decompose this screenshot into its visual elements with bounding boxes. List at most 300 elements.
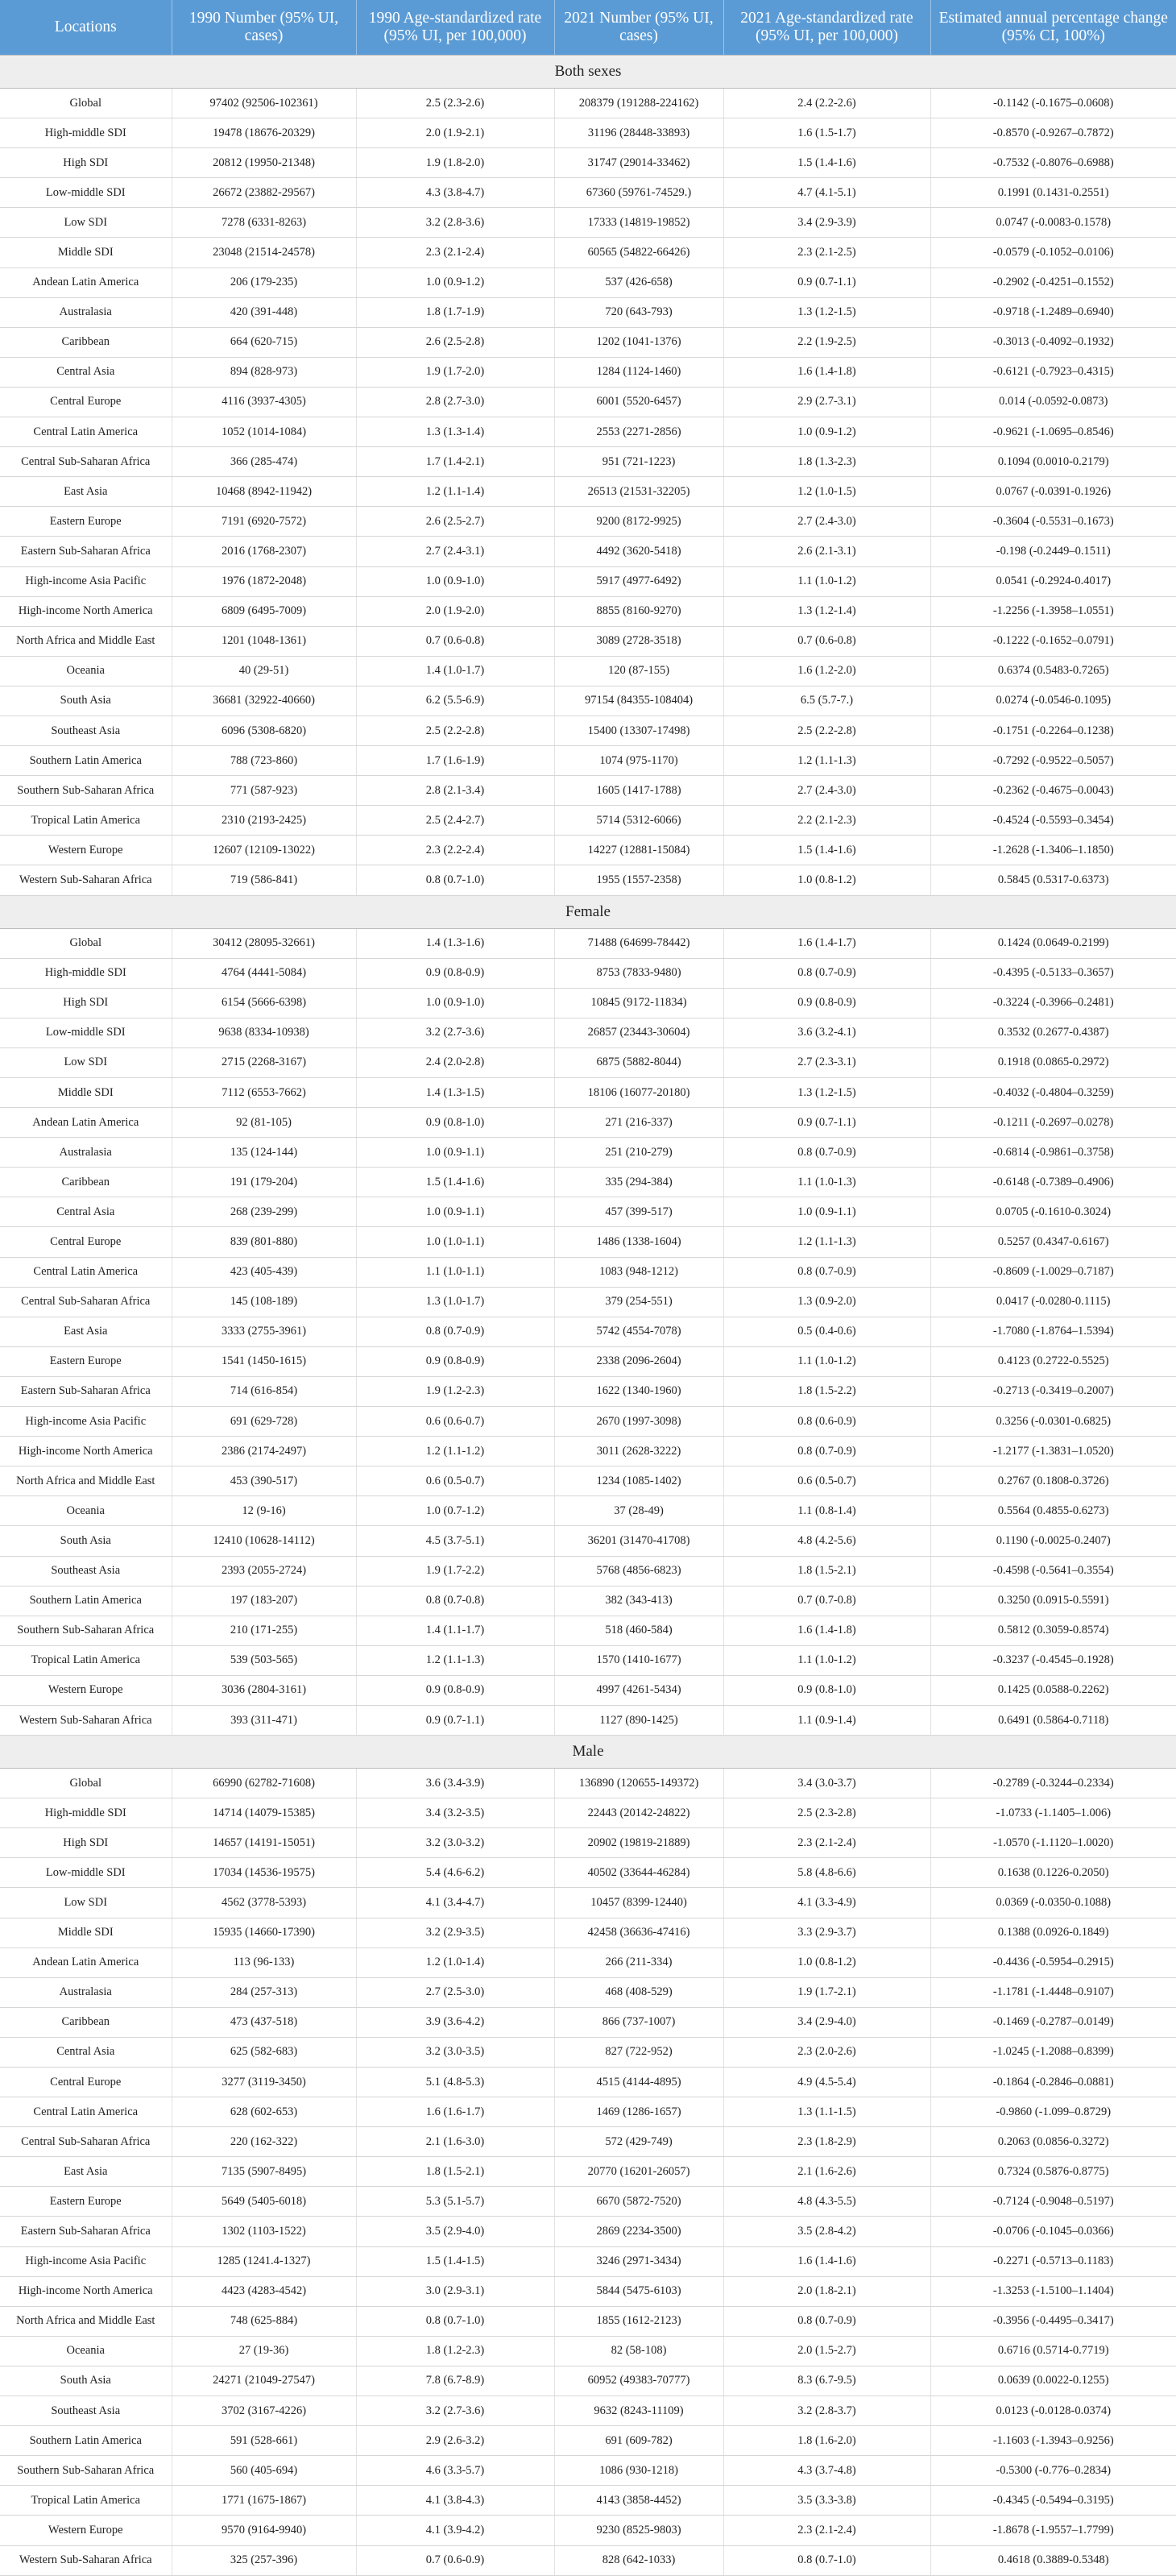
cell-2021-number: 9230 (8525-9803) — [554, 2516, 723, 2545]
cell-2021-rate: 1.1 (1.0-1.3) — [723, 1168, 930, 1197]
cell-location: Tropical Latin America — [0, 2486, 172, 2516]
cell-location: Western Europe — [0, 1675, 172, 1705]
cell-1990-rate: 1.2 (1.0-1.4) — [356, 1948, 554, 1977]
cell-2021-number: 15400 (13307-17498) — [554, 716, 723, 745]
cell-2021-rate: 1.8 (1.3-2.3) — [723, 447, 930, 477]
cell-2021-rate: 1.9 (1.7-2.1) — [723, 1977, 930, 2007]
table-row — [0, 1227, 1176, 1257]
cell-1990-rate: 1.9 (1.8-2.0) — [356, 148, 554, 178]
cell-location: High-middle SDI — [0, 958, 172, 988]
cell-eapc: -0.6148 (-0.7389–0.4906) — [930, 1168, 1176, 1197]
cell-eapc: 0.1190 (-0.0025-0.2407) — [930, 1526, 1176, 1556]
cell-eapc: -0.4032 (-0.4804–0.3259) — [930, 1078, 1176, 1108]
cell-location: Middle SDI — [0, 1918, 172, 1948]
cell-2021-rate: 5.8 (4.8-6.6) — [723, 1858, 930, 1888]
cell-1990-number: 4116 (3937-4305) — [172, 387, 356, 417]
cell-2021-number: 827 (722-952) — [554, 2037, 723, 2067]
table-row — [0, 2157, 1176, 2187]
cell-location: North Africa and Middle East — [0, 2306, 172, 2336]
cell-1990-number: 1771 (1675-1867) — [172, 2486, 356, 2516]
cell-1990-rate: 2.5 (2.4-2.7) — [356, 806, 554, 836]
cell-eapc: -0.9718 (-1.2489–0.6940) — [930, 297, 1176, 327]
cell-1990-number: 788 (723-860) — [172, 746, 356, 776]
cell-location: North Africa and Middle East — [0, 626, 172, 656]
cell-2021-rate: 1.3 (1.1-1.5) — [723, 2097, 930, 2127]
cell-1990-rate: 1.3 (1.3-1.4) — [356, 417, 554, 447]
table-row — [0, 1948, 1176, 1977]
cell-2021-rate: 1.8 (1.5-2.1) — [723, 1556, 930, 1586]
cell-1990-rate: 3.2 (3.0-3.5) — [356, 2037, 554, 2067]
cell-1990-rate: 2.4 (2.0-2.8) — [356, 1047, 554, 1077]
cell-1990-number: 560 (405-694) — [172, 2456, 356, 2486]
cell-2021-number: 5917 (4977-6492) — [554, 566, 723, 596]
cell-2021-number: 1469 (1286-1657) — [554, 2097, 723, 2127]
cell-1990-number: 2393 (2055-2724) — [172, 1556, 356, 1586]
header-2021-number: 2021 Number (95% UI, cases) — [554, 0, 723, 56]
cell-location: Low-middle SDI — [0, 1858, 172, 1888]
cell-1990-number: 3702 (3167-4226) — [172, 2396, 356, 2426]
cell-1990-number: 628 (602-653) — [172, 2097, 356, 2127]
cell-2021-number: 20902 (19819-21889) — [554, 1828, 723, 1858]
cell-2021-number: 1083 (948-1212) — [554, 1257, 723, 1287]
table-row — [0, 1769, 1176, 1798]
table-row — [0, 1047, 1176, 1077]
cell-2021-rate: 0.5 (0.4-0.6) — [723, 1317, 930, 1346]
table-row — [0, 566, 1176, 596]
cell-1990-number: 9638 (8334-10938) — [172, 1018, 356, 1047]
cell-2021-rate: 1.6 (1.5-1.7) — [723, 118, 930, 148]
cell-1990-rate: 0.9 (0.7-1.1) — [356, 1705, 554, 1735]
table-row — [0, 357, 1176, 387]
cell-1990-rate: 0.8 (0.7-1.0) — [356, 2306, 554, 2336]
cell-1990-number: 2386 (2174-2497) — [172, 1437, 356, 1466]
cell-2021-number: 14227 (12881-15084) — [554, 836, 723, 865]
cell-2021-rate: 2.5 (2.3-2.8) — [723, 1798, 930, 1828]
cell-1990-number: 894 (828-973) — [172, 357, 356, 387]
cell-location: Western Sub-Saharan Africa — [0, 865, 172, 895]
cell-location: Caribbean — [0, 327, 172, 357]
cell-1990-rate: 3.2 (2.7-3.6) — [356, 2396, 554, 2426]
cell-eapc: 0.0274 (-0.0546-0.1095) — [930, 686, 1176, 716]
cell-2021-number: 10845 (9172-11834) — [554, 988, 723, 1018]
cell-1990-rate: 0.6 (0.6-0.7) — [356, 1407, 554, 1437]
cell-2021-rate: 2.0 (1.5-2.7) — [723, 2336, 930, 2366]
cell-location: Australasia — [0, 1977, 172, 2007]
cell-eapc: -1.2256 (-1.3958–1.0551) — [930, 596, 1176, 626]
cell-1990-number: 393 (311-471) — [172, 1705, 356, 1735]
cell-2021-number: 71488 (64699-78442) — [554, 928, 723, 958]
cell-location: East Asia — [0, 1317, 172, 1346]
cell-1990-rate: 2.5 (2.3-2.6) — [356, 89, 554, 118]
cell-2021-number: 5742 (4554-7078) — [554, 1317, 723, 1346]
cell-2021-rate: 2.7 (2.3-3.1) — [723, 1047, 930, 1077]
table-row — [0, 178, 1176, 208]
cell-eapc: -1.2628 (-1.3406–1.1850) — [930, 836, 1176, 865]
cell-1990-number: 36681 (32922-40660) — [172, 686, 356, 716]
cell-2021-rate: 1.5 (1.4-1.6) — [723, 836, 930, 865]
cell-eapc: -1.0570 (-1.1120–1.0020) — [930, 1828, 1176, 1858]
cell-1990-number: 284 (257-313) — [172, 1977, 356, 2007]
table-row — [0, 928, 1176, 958]
cell-1990-number: 10468 (8942-11942) — [172, 477, 356, 507]
cell-1990-rate: 1.4 (1.3-1.6) — [356, 928, 554, 958]
cell-2021-rate: 0.7 (0.7-0.8) — [723, 1586, 930, 1616]
section-row — [0, 1736, 1176, 1769]
cell-2021-rate: 3.5 (3.3-3.8) — [723, 2486, 930, 2516]
cell-1990-rate: 6.2 (5.5-6.9) — [356, 686, 554, 716]
cell-1990-rate: 1.3 (1.0-1.7) — [356, 1287, 554, 1317]
cell-1990-rate: 7.8 (6.7-8.9) — [356, 2366, 554, 2396]
cell-eapc: -1.1781 (-1.4448–0.9107) — [930, 1977, 1176, 2007]
cell-1990-rate: 0.7 (0.6-0.8) — [356, 626, 554, 656]
table-row — [0, 865, 1176, 895]
cell-1990-rate: 3.4 (3.2-3.5) — [356, 1798, 554, 1828]
table-row — [0, 1645, 1176, 1675]
cell-eapc: -1.0245 (-1.2088–0.8399) — [930, 2037, 1176, 2067]
table-row — [0, 2486, 1176, 2516]
cell-eapc: -0.0706 (-0.1045–0.0366) — [930, 2217, 1176, 2246]
cell-1990-number: 24271 (21049-27547) — [172, 2366, 356, 2396]
section-row — [0, 56, 1176, 89]
cell-2021-number: 9200 (8172-9925) — [554, 507, 723, 537]
cell-1990-number: 7135 (5907-8495) — [172, 2157, 356, 2187]
cell-eapc: -0.198 (-0.2449–0.1511) — [930, 537, 1176, 566]
cell-1990-number: 26672 (23882-29567) — [172, 178, 356, 208]
cell-eapc: 0.1424 (0.0649-0.2199) — [930, 928, 1176, 958]
cell-2021-rate: 2.9 (2.7-3.1) — [723, 387, 930, 417]
cell-2021-number: 3089 (2728-3518) — [554, 626, 723, 656]
cell-1990-number: 20812 (19950-21348) — [172, 148, 356, 178]
cell-location: Eastern Sub-Saharan Africa — [0, 2217, 172, 2246]
cell-location: Andean Latin America — [0, 1108, 172, 1138]
cell-2021-rate: 1.0 (0.8-1.2) — [723, 865, 930, 895]
cell-eapc: 0.1388 (0.0926-0.1849) — [930, 1918, 1176, 1948]
cell-eapc: -0.4436 (-0.5954–0.2915) — [930, 1948, 1176, 1977]
cell-2021-number: 1127 (890-1425) — [554, 1705, 723, 1735]
cell-eapc: 0.5564 (0.4855-0.6273) — [930, 1496, 1176, 1526]
cell-1990-number: 6154 (5666-6398) — [172, 988, 356, 1018]
cell-2021-number: 2869 (2234-3500) — [554, 2217, 723, 2246]
cell-2021-rate: 4.8 (4.2-5.6) — [723, 1526, 930, 1556]
cell-1990-rate: 2.6 (2.5-2.7) — [356, 507, 554, 537]
table-row — [0, 1616, 1176, 1645]
cell-location: East Asia — [0, 2157, 172, 2187]
table-row — [0, 477, 1176, 507]
cell-eapc: 0.5845 (0.5317-0.6373) — [930, 865, 1176, 895]
cell-location: Middle SDI — [0, 1078, 172, 1108]
cell-1990-number: 92 (81-105) — [172, 1108, 356, 1138]
cell-1990-rate: 3.2 (2.9-3.5) — [356, 1918, 554, 1948]
cell-2021-rate: 3.4 (2.9-3.9) — [723, 208, 930, 238]
table-row — [0, 447, 1176, 477]
cell-1990-number: 366 (285-474) — [172, 447, 356, 477]
cell-location: Central Latin America — [0, 417, 172, 447]
cell-eapc: -0.7292 (-0.9522–0.5057) — [930, 746, 1176, 776]
table-row — [0, 2068, 1176, 2097]
cell-2021-rate: 0.8 (0.7-1.0) — [723, 2545, 930, 2575]
cell-eapc: 0.1918 (0.0865-0.2972) — [930, 1047, 1176, 1077]
cell-location: Central Europe — [0, 2068, 172, 2097]
cell-eapc: 0.014 (-0.0592-0.0873) — [930, 387, 1176, 417]
cell-eapc: -0.1751 (-0.2264–0.1238) — [930, 716, 1176, 745]
cell-2021-number: 1202 (1041-1376) — [554, 327, 723, 357]
cell-eapc: -0.1469 (-0.2787–0.0149) — [930, 2007, 1176, 2037]
cell-eapc: -0.4395 (-0.5133–0.3657) — [930, 958, 1176, 988]
table-row — [0, 1317, 1176, 1346]
cell-2021-number: 828 (642-1033) — [554, 2545, 723, 2575]
cell-1990-rate: 0.8 (0.7-0.8) — [356, 1586, 554, 1616]
cell-1990-number: 1285 (1241.4-1327) — [172, 2246, 356, 2276]
cell-1990-number: 453 (390-517) — [172, 1466, 356, 1496]
cell-2021-rate: 1.8 (1.6-2.0) — [723, 2426, 930, 2456]
cell-2021-number: 8753 (7833-9480) — [554, 958, 723, 988]
table-row — [0, 716, 1176, 745]
cell-1990-rate: 1.0 (0.9-1.1) — [356, 1138, 554, 1168]
table-row — [0, 1858, 1176, 1888]
cell-1990-number: 473 (437-518) — [172, 2007, 356, 2037]
header-locations: Locations — [0, 0, 172, 56]
cell-location: Central Latin America — [0, 1257, 172, 1287]
table-row — [0, 118, 1176, 148]
table-row — [0, 1407, 1176, 1437]
cell-location: Central Latin America — [0, 2097, 172, 2127]
cell-2021-number: 1955 (1557-2358) — [554, 865, 723, 895]
table-row — [0, 626, 1176, 656]
cell-2021-rate: 3.4 (2.9-4.0) — [723, 2007, 930, 2037]
cell-2021-number: 572 (429-749) — [554, 2127, 723, 2157]
cell-2021-rate: 2.7 (2.4-3.0) — [723, 507, 930, 537]
header-row — [0, 0, 1176, 56]
cell-eapc: -0.1142 (-0.1675–0.0608) — [930, 89, 1176, 118]
cell-2021-rate: 2.4 (2.2-2.6) — [723, 89, 930, 118]
cell-1990-number: 4764 (4441-5084) — [172, 958, 356, 988]
cell-1990-rate: 0.8 (0.7-0.9) — [356, 1317, 554, 1346]
cell-eapc: -1.3253 (-1.5100–1.1404) — [930, 2276, 1176, 2306]
cell-location: Western Sub-Saharan Africa — [0, 2545, 172, 2575]
cell-1990-number: 12410 (10628-14112) — [172, 1526, 356, 1556]
cell-eapc: 0.3532 (0.2677-0.4387) — [930, 1018, 1176, 1047]
cell-2021-number: 720 (643-793) — [554, 297, 723, 327]
cell-eapc: 0.1638 (0.1226-0.2050) — [930, 1858, 1176, 1888]
cell-eapc: -0.3604 (-0.5531–0.1673) — [930, 507, 1176, 537]
cell-eapc: -1.1603 (-1.3943–0.9256) — [930, 2426, 1176, 2456]
cell-1990-number: 7278 (6331-8263) — [172, 208, 356, 238]
cell-1990-number: 14657 (14191-15051) — [172, 1828, 356, 1858]
table-row — [0, 2217, 1176, 2246]
cell-2021-rate: 0.9 (0.8-1.0) — [723, 1675, 930, 1705]
cell-location: High SDI — [0, 148, 172, 178]
cell-2021-number: 26513 (21531-32205) — [554, 477, 723, 507]
cell-2021-number: 6670 (5872-7520) — [554, 2187, 723, 2217]
table-row — [0, 148, 1176, 178]
cell-eapc: 0.0123 (-0.0128-0.0374) — [930, 2396, 1176, 2426]
table-row — [0, 746, 1176, 776]
cell-eapc: 0.2767 (0.1808-0.3726) — [930, 1466, 1176, 1496]
cell-1990-rate: 3.0 (2.9-3.1) — [356, 2276, 554, 2306]
cell-1990-rate: 4.5 (3.7-5.1) — [356, 1526, 554, 1556]
cell-eapc: 0.0417 (-0.0280-0.1115) — [930, 1287, 1176, 1317]
table-row — [0, 417, 1176, 447]
cell-2021-number: 4492 (3620-5418) — [554, 537, 723, 566]
cell-1990-number: 30412 (28095-32661) — [172, 928, 356, 958]
cell-1990-rate: 1.5 (1.4-1.6) — [356, 1168, 554, 1197]
cell-eapc: -1.0733 (-1.1405–1.006) — [930, 1798, 1176, 1828]
cell-2021-rate: 1.0 (0.9-1.1) — [723, 1197, 930, 1227]
cell-1990-number: 771 (587-923) — [172, 776, 356, 806]
table-row — [0, 1705, 1176, 1735]
cell-1990-number: 206 (179-235) — [172, 268, 356, 297]
cell-eapc: 0.4618 (0.3889-0.5348) — [930, 2545, 1176, 2575]
cell-2021-rate: 4.8 (4.3-5.5) — [723, 2187, 930, 2217]
cell-1990-number: 191 (179-204) — [172, 1168, 356, 1197]
cell-location: Central Sub-Saharan Africa — [0, 2127, 172, 2157]
cell-2021-rate: 3.4 (3.0-3.7) — [723, 1769, 930, 1798]
table-row — [0, 2366, 1176, 2396]
cell-2021-rate: 1.8 (1.5-2.2) — [723, 1376, 930, 1406]
cell-2021-number: 951 (721-1223) — [554, 447, 723, 477]
table-row — [0, 1496, 1176, 1526]
cell-location: Oceania — [0, 656, 172, 686]
cell-2021-rate: 1.2 (1.1-1.3) — [723, 1227, 930, 1257]
cell-location: Western Europe — [0, 2516, 172, 2545]
cell-location: Global — [0, 89, 172, 118]
cell-1990-rate: 1.8 (1.5-2.1) — [356, 2157, 554, 2187]
cell-location: Australasia — [0, 297, 172, 327]
cell-eapc: -0.6814 (-0.9861–0.3758) — [930, 1138, 1176, 1168]
table-row — [0, 1138, 1176, 1168]
cell-2021-rate: 3.6 (3.2-4.1) — [723, 1018, 930, 1047]
cell-2021-rate: 4.9 (4.5-5.4) — [723, 2068, 930, 2097]
cell-2021-number: 1622 (1340-1960) — [554, 1376, 723, 1406]
cell-2021-rate: 1.6 (1.2-2.0) — [723, 656, 930, 686]
cell-eapc: 0.3250 (0.0915-0.5591) — [930, 1586, 1176, 1616]
table-row — [0, 297, 1176, 327]
cell-2021-number: 3011 (2628-3222) — [554, 1437, 723, 1466]
cell-2021-number: 1486 (1338-1604) — [554, 1227, 723, 1257]
cell-1990-rate: 1.4 (1.3-1.5) — [356, 1078, 554, 1108]
header-1990-number: 1990 Number (95% UI, cases) — [172, 0, 356, 56]
section-title: Both sexes — [0, 56, 1176, 89]
cell-2021-number: 266 (211-334) — [554, 1948, 723, 1977]
cell-2021-number: 82 (58-108) — [554, 2336, 723, 2366]
cell-eapc: 0.5812 (0.3059-0.8574) — [930, 1616, 1176, 1645]
cell-location: High-income Asia Pacific — [0, 566, 172, 596]
cell-location: Southeast Asia — [0, 1556, 172, 1586]
cell-2021-number: 20770 (16201-26057) — [554, 2157, 723, 2187]
cell-1990-number: 2310 (2193-2425) — [172, 806, 356, 836]
cell-1990-rate: 4.1 (3.9-4.2) — [356, 2516, 554, 2545]
cell-1990-number: 1302 (1103-1522) — [172, 2217, 356, 2246]
cell-1990-number: 1052 (1014-1084) — [172, 417, 356, 447]
cell-eapc: 0.1991 (0.1431-0.2551) — [930, 178, 1176, 208]
cell-1990-rate: 1.9 (1.2-2.3) — [356, 1376, 554, 1406]
cell-1990-number: 15935 (14660-17390) — [172, 1918, 356, 1948]
cell-1990-rate: 2.8 (2.1-3.4) — [356, 776, 554, 806]
cell-eapc: 0.0767 (-0.0391-0.1926) — [930, 477, 1176, 507]
cell-2021-number: 26857 (23443-30604) — [554, 1018, 723, 1047]
table-row — [0, 2396, 1176, 2426]
table-row — [0, 1888, 1176, 1918]
cell-location: Low-middle SDI — [0, 178, 172, 208]
cell-2021-rate: 1.5 (1.4-1.6) — [723, 148, 930, 178]
table-row — [0, 2456, 1176, 2486]
table-row — [0, 238, 1176, 268]
table-row — [0, 2097, 1176, 2127]
section-title: Female — [0, 895, 1176, 928]
cell-2021-rate: 1.1 (1.0-1.2) — [723, 1645, 930, 1675]
cell-1990-rate: 2.3 (2.1-2.4) — [356, 238, 554, 268]
header-eapc: Estimated annual percentage change (95% CI, 100%) — [930, 0, 1176, 56]
table-row — [0, 776, 1176, 806]
cell-2021-rate: 1.1 (1.0-1.2) — [723, 1346, 930, 1376]
cell-eapc: 0.3256 (-0.0301-0.6825) — [930, 1407, 1176, 1437]
cell-1990-rate: 2.8 (2.7-3.0) — [356, 387, 554, 417]
cell-2021-rate: 1.6 (1.4-1.8) — [723, 357, 930, 387]
cell-2021-number: 8855 (8160-9270) — [554, 596, 723, 626]
cell-eapc: 0.4123 (0.2722-0.5525) — [930, 1346, 1176, 1376]
cell-location: High SDI — [0, 1828, 172, 1858]
cell-eapc: -0.4345 (-0.5494–0.3195) — [930, 2486, 1176, 2516]
cell-1990-rate: 1.0 (1.0-1.1) — [356, 1227, 554, 1257]
cell-location: Andean Latin America — [0, 1948, 172, 1977]
cell-1990-rate: 3.2 (2.7-3.6) — [356, 1018, 554, 1047]
table-row — [0, 2545, 1176, 2575]
cell-1990-number: 17034 (14536-19575) — [172, 1858, 356, 1888]
table-row — [0, 1197, 1176, 1227]
cell-2021-rate: 1.6 (1.4-1.8) — [723, 1616, 930, 1645]
cell-1990-number: 3333 (2755-3961) — [172, 1317, 356, 1346]
cell-2021-number: 518 (460-584) — [554, 1616, 723, 1645]
cell-eapc: -1.8678 (-1.9557–1.7799) — [930, 2516, 1176, 2545]
cell-2021-number: 40502 (33644-46284) — [554, 1858, 723, 1888]
cell-1990-rate: 1.4 (1.0-1.7) — [356, 656, 554, 686]
cell-location: Southern Latin America — [0, 1586, 172, 1616]
cell-location: South Asia — [0, 686, 172, 716]
cell-1990-number: 9570 (9164-9940) — [172, 2516, 356, 2545]
table-row — [0, 1108, 1176, 1138]
cell-1990-number: 591 (528-661) — [172, 2426, 356, 2456]
table-row — [0, 2037, 1176, 2067]
cell-eapc: 0.0747 (-0.0083-0.1578) — [930, 208, 1176, 238]
cell-2021-number: 10457 (8399-12440) — [554, 1888, 723, 1918]
cell-2021-number: 335 (294-384) — [554, 1168, 723, 1197]
cell-1990-number: 27 (19-36) — [172, 2336, 356, 2366]
cell-1990-rate: 5.3 (5.1-5.7) — [356, 2187, 554, 2217]
table-row — [0, 836, 1176, 865]
cell-2021-number: 60952 (49383-70777) — [554, 2366, 723, 2396]
cell-location: Central Europe — [0, 1227, 172, 1257]
table-row — [0, 327, 1176, 357]
cell-1990-rate: 4.1 (3.8-4.3) — [356, 2486, 554, 2516]
cell-eapc: 0.7324 (0.5876-0.8775) — [930, 2157, 1176, 2187]
cell-1990-number: 135 (124-144) — [172, 1138, 356, 1168]
cell-2021-number: 1086 (930-1218) — [554, 2456, 723, 2486]
cell-2021-rate: 3.2 (2.8-3.7) — [723, 2396, 930, 2426]
cell-2021-rate: 1.1 (1.0-1.2) — [723, 566, 930, 596]
cell-location: Low SDI — [0, 1047, 172, 1077]
cell-2021-rate: 3.3 (2.9-3.7) — [723, 1918, 930, 1948]
cell-location: Eastern Sub-Saharan Africa — [0, 1376, 172, 1406]
cell-location: Oceania — [0, 2336, 172, 2366]
cell-1990-rate: 1.0 (0.9-1.2) — [356, 268, 554, 297]
cell-location: South Asia — [0, 2366, 172, 2396]
table-body — [0, 56, 1176, 2576]
cell-2021-number: 468 (408-529) — [554, 1977, 723, 2007]
cell-2021-rate: 0.9 (0.8-0.9) — [723, 988, 930, 1018]
header-2021-rate: 2021 Age-standardized rate (95% UI, per 100,000) — [723, 0, 930, 56]
cell-eapc: -0.0579 (-0.1052–0.0106) — [930, 238, 1176, 268]
cell-1990-number: 691 (629-728) — [172, 1407, 356, 1437]
